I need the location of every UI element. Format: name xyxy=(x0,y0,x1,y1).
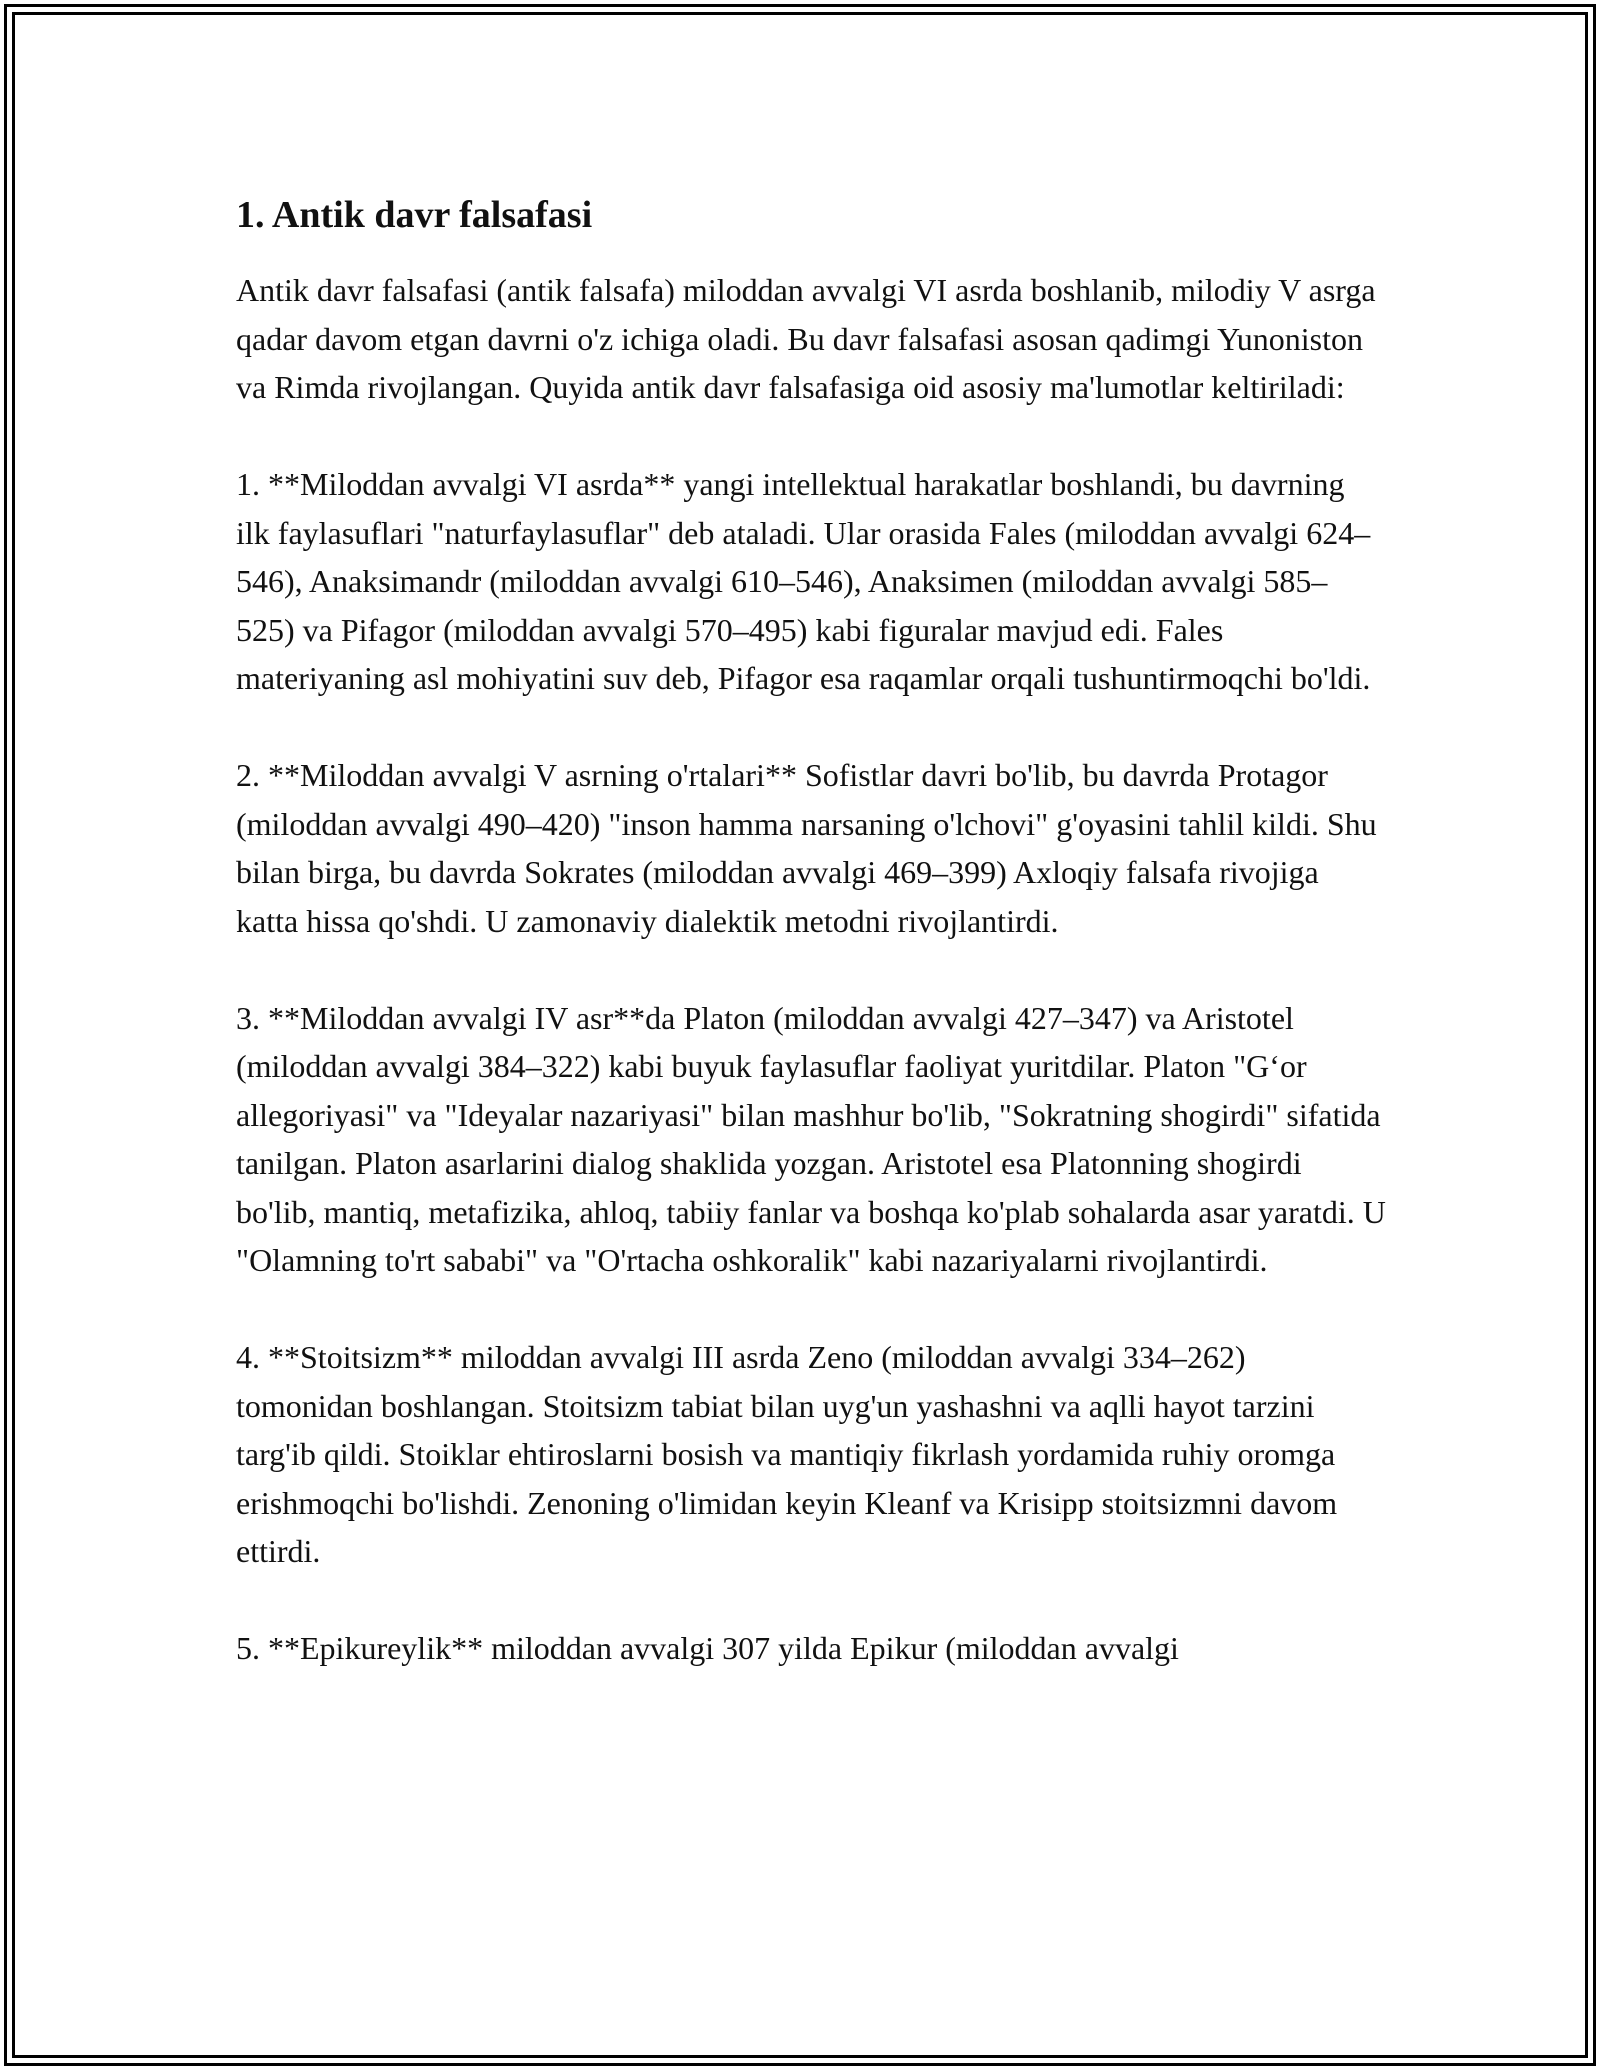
intro-paragraph: Antik davr falsafasi (antik falsafa) miloddan avvalgi VI asrda boshlanib, milodiy V asrga qadar davom etgan davrni o'z ichiga oladi. Bu davr falsafasi asosan qadimgi Yunoniston va Rimda rivojlangan. Quyida antik davr falsafasiga oid asosiy ma'lumotlar keltiriladi: xyxy=(236,272,1376,405)
document-body xyxy=(236,186,1386,1721)
paragraph-item-4: 4. **Stoitsizm** miloddan avvalgi III asrda Zeno (miloddan avvalgi 334–262) tomonidan boshlangan. Stoitsizm tabiat bilan uyg'un yashashni va aqlli hayot tarzini targ'ib qildi. Stoiklar ehtiroslarni bosish va mantiqiy fikrlash yordamida ruhiy oromga erishmoqchi bo'lishdi. Zenoning o'limidan keyin Kleanf va Krisipp stoitsizmni davom ettirdi. xyxy=(236,1339,1338,1569)
paragraph-item-2: 2. **Miloddan avvalgi V asrning o'rtalari** Sofistlar davri bo'lib, bu davrda Protagor (miloddan avvalgi 490–420) "inson hamma narsaning o'lchovi" g'oyasini tahlil kildi. Shu bilan birga, bu davrda Sokrates (miloddan avvalgi 469–399) Axloqiy falsafa rivojiga katta hissa qo'shdi. U zamonaviy dialektik metodni rivojlantirdi. xyxy=(236,757,1377,939)
paragraph-item-3: 3. **Miloddan avvalgi IV asr**da Platon (miloddan avvalgi 427–347) va Aristotel (miloddan avvalgi 384–322) kabi buyuk faylasuflar faoliyat yuritdilar. Platon "G‘or allegoriyasi" va "Ideyalar nazariyasi" bilan mashhur bo'lib, "Sokratning shogirdi" sifatida tanilgan. Platon asarlarini dialog shaklida yozgan. Aristotel esa Platonning shogirdi bo'lib, mantiq, metafizika, ahloq, tabiiy fanlar va boshqa ko'plab sohalarda asar yaratdi. U "Olamning to'rt sababi" va "O'rtacha oshkoralik" kabi nazariyalarni rivojlantirdi. xyxy=(236,999,1386,1278)
paragraph-item-5: 5. **Epikureylik** miloddan avvalgi 307 yilda Epikur (miloddan avvalgi xyxy=(236,1630,1179,1666)
section-heading: 1. Antik davr falsafasi xyxy=(236,194,593,236)
paragraph-item-1: 1. **Miloddan avvalgi VI asrda** yangi intellektual harakatlar boshlandi, bu davrning ilk faylasuflari "naturfaylasuflar" deb ataladi. Ular orasida Fales (miloddan avvalgi 624–546), Anaksimandr (miloddan avvalgi 610–546), Anaksimen (miloddan avvalgi 585–525) va Pifagor (miloddan avvalgi 570–495) kabi figuralar mavjud edi. Fales materiyaning asl mohiyatini suv deb, Pifagor esa raqamlar orqali tushuntirmoqchi bo'ldi. xyxy=(236,466,1371,696)
